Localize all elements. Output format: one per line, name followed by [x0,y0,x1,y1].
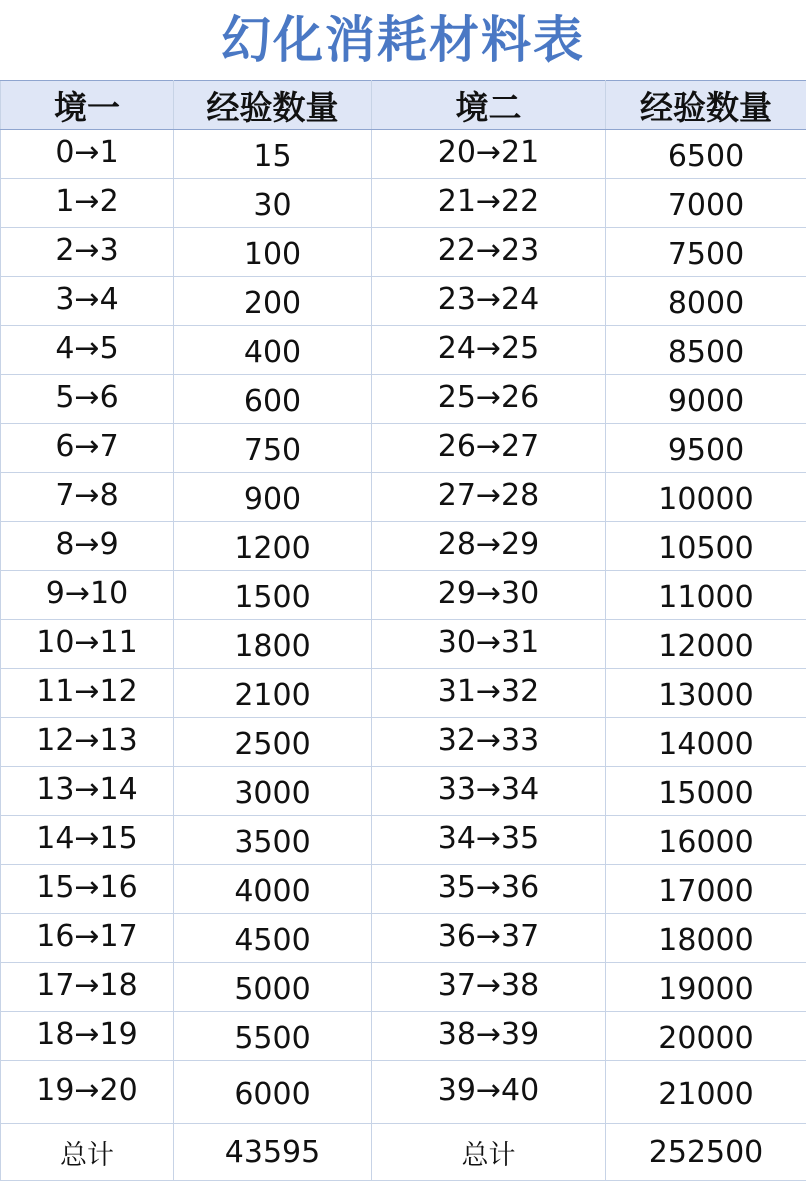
level-range-one: 1→2 [1,179,174,228]
header-row [1,81,806,130]
exp-value-one: 2100 [174,669,372,718]
exp-value-one: 1500 [174,571,372,620]
level-range-one: 11→12 [1,669,174,718]
exp-value-two: 8000 [606,277,806,326]
exp-value-two: 10000 [606,473,806,522]
table-row [1,571,806,620]
exp-value-one: 200 [174,277,372,326]
level-range-one: 7→8 [1,473,174,522]
level-range-one: 19→20 [1,1061,174,1124]
table-row [1,816,806,865]
table-row [1,130,806,179]
exp-value-two: 21000 [606,1061,806,1124]
level-range-one: 13→14 [1,767,174,816]
exp-value-two: 9000 [606,375,806,424]
level-range-two: 35→36 [372,865,606,914]
table-row [1,424,806,473]
table-row [1,326,806,375]
level-range-two: 21→22 [372,179,606,228]
exp-value-one: 30 [174,179,372,228]
exp-value-one: 400 [174,326,372,375]
exp-value-two: 11000 [606,571,806,620]
level-range-one: 5→6 [1,375,174,424]
table-row [1,179,806,228]
exp-value-one: 1800 [174,620,372,669]
experience-table [0,80,806,1181]
exp-value-one: 600 [174,375,372,424]
level-range-two: 23→24 [372,277,606,326]
level-range-one: 9→10 [1,571,174,620]
level-range-one: 6→7 [1,424,174,473]
level-range-two: 39→40 [372,1061,606,1124]
exp-value-two: 6500 [606,130,806,179]
level-range-one: 10→11 [1,620,174,669]
exp-value-two: 17000 [606,865,806,914]
exp-value-one: 2500 [174,718,372,767]
level-range-one: 0→1 [1,130,174,179]
table-row [1,865,806,914]
exp-value-one: 750 [174,424,372,473]
header-realm-one: 境一 [1,81,174,130]
level-range-two: 30→31 [372,620,606,669]
total-value-two: 252500 [606,1124,806,1181]
exp-value-two: 16000 [606,816,806,865]
exp-value-one: 3500 [174,816,372,865]
table-row [1,473,806,522]
exp-value-one: 5000 [174,963,372,1012]
exp-value-two: 10500 [606,522,806,571]
total-label-two: 总计 [372,1124,606,1181]
level-range-two: 33→34 [372,767,606,816]
exp-value-one: 3000 [174,767,372,816]
table-body [1,130,806,1124]
exp-value-two: 19000 [606,963,806,1012]
level-range-two: 31→32 [372,669,606,718]
level-range-two: 24→25 [372,326,606,375]
totals-row [1,1124,806,1181]
table-row [1,375,806,424]
exp-value-two: 13000 [606,669,806,718]
exp-value-two: 9500 [606,424,806,473]
exp-value-two: 18000 [606,914,806,963]
level-range-one: 17→18 [1,963,174,1012]
header-realm-two: 境二 [372,81,606,130]
level-range-one: 16→17 [1,914,174,963]
level-range-two: 32→33 [372,718,606,767]
level-range-two: 38→39 [372,1012,606,1061]
exp-value-two: 8500 [606,326,806,375]
table-row [1,522,806,571]
exp-value-one: 6000 [174,1061,372,1124]
exp-value-two: 15000 [606,767,806,816]
exp-value-one: 15 [174,130,372,179]
level-range-one: 8→9 [1,522,174,571]
exp-value-one: 4000 [174,865,372,914]
table-row [1,620,806,669]
level-range-one: 4→5 [1,326,174,375]
level-range-two: 28→29 [372,522,606,571]
exp-value-two: 7000 [606,179,806,228]
header-exp-two: 经验数量 [606,81,806,130]
table-row [1,963,806,1012]
level-range-two: 26→27 [372,424,606,473]
table-row [1,914,806,963]
header-exp-one: 经验数量 [174,81,372,130]
level-range-one: 14→15 [1,816,174,865]
level-range-one: 2→3 [1,228,174,277]
table-row [1,1012,806,1061]
table-row [1,277,806,326]
exp-value-one: 4500 [174,914,372,963]
total-value-one: 43595 [174,1124,372,1181]
level-range-two: 27→28 [372,473,606,522]
exp-value-two: 14000 [606,718,806,767]
level-range-one: 12→13 [1,718,174,767]
level-range-two: 20→21 [372,130,606,179]
level-range-two: 36→37 [372,914,606,963]
level-range-two: 34→35 [372,816,606,865]
level-range-one: 15→16 [1,865,174,914]
level-range-two: 22→23 [372,228,606,277]
level-range-one: 18→19 [1,1012,174,1061]
level-range-two: 25→26 [372,375,606,424]
level-range-one: 3→4 [1,277,174,326]
exp-value-one: 100 [174,228,372,277]
total-label-one: 总计 [1,1124,174,1181]
table-row [1,228,806,277]
exp-value-two: 12000 [606,620,806,669]
level-range-two: 29→30 [372,571,606,620]
table-row [1,669,806,718]
table-row [1,718,806,767]
exp-value-one: 1200 [174,522,372,571]
exp-value-one: 900 [174,473,372,522]
exp-value-two: 7500 [606,228,806,277]
exp-value-two: 20000 [606,1012,806,1061]
exp-value-one: 5500 [174,1012,372,1061]
table-row [1,767,806,816]
level-range-two: 37→38 [372,963,606,1012]
page-title: 幻化消耗材料表 [221,11,585,69]
table-row [1,1061,806,1124]
